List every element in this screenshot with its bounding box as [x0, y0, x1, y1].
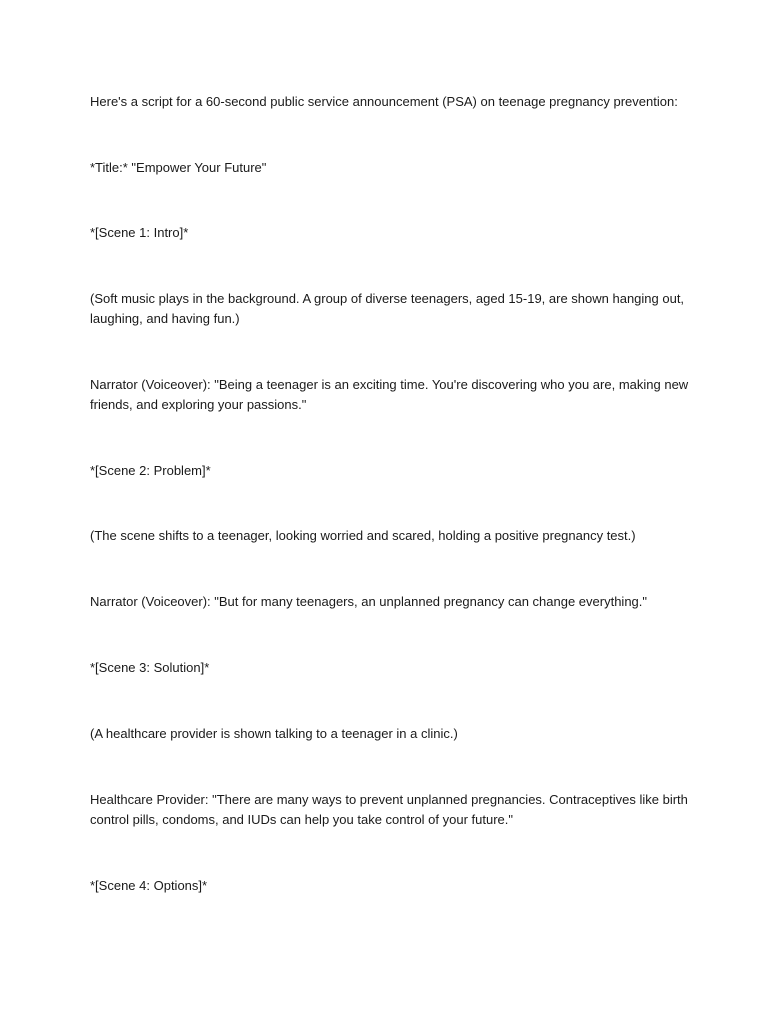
- scene-2-heading: *[Scene 2: Problem]*: [90, 463, 211, 478]
- scene-3-description: (A healthcare provider is shown talking to a teenager in a clinic.): [90, 726, 458, 741]
- scene-1-heading: *[Scene 1: Intro]*: [90, 225, 189, 240]
- scene-1-narration: Narrator (Voiceover): "Being a teenager is an exciting time. You're discovering who you are, making new friends, and exploring your passions.": [90, 377, 689, 412]
- scene-1-description: (Soft music plays in the background. A group of diverse teenagers, aged 15-19, are shown hanging out, laughing, and having fun.): [90, 291, 685, 326]
- scene-4-heading: *[Scene 4: Options]*: [90, 878, 208, 893]
- scene-3-provider-dialogue: Healthcare Provider: "There are many ways to prevent unplanned pregnancies. Contraceptives like birth control pills, condoms, and IUDs can help you take control of your future.": [90, 792, 688, 827]
- title-line: *Title:* "Empower Your Future": [90, 160, 267, 175]
- scene-3-heading: *[Scene 3: Solution]*: [90, 660, 210, 675]
- intro-paragraph: Here's a script for a 60-second public service announcement (PSA) on teenage pregnancy prevention:: [90, 94, 678, 109]
- scene-2-description: (The scene shifts to a teenager, looking worried and scared, holding a positive pregnancy test.): [90, 528, 636, 543]
- scene-2-narration: Narrator (Voiceover): "But for many teenagers, an unplanned pregnancy can change everything.": [90, 594, 648, 609]
